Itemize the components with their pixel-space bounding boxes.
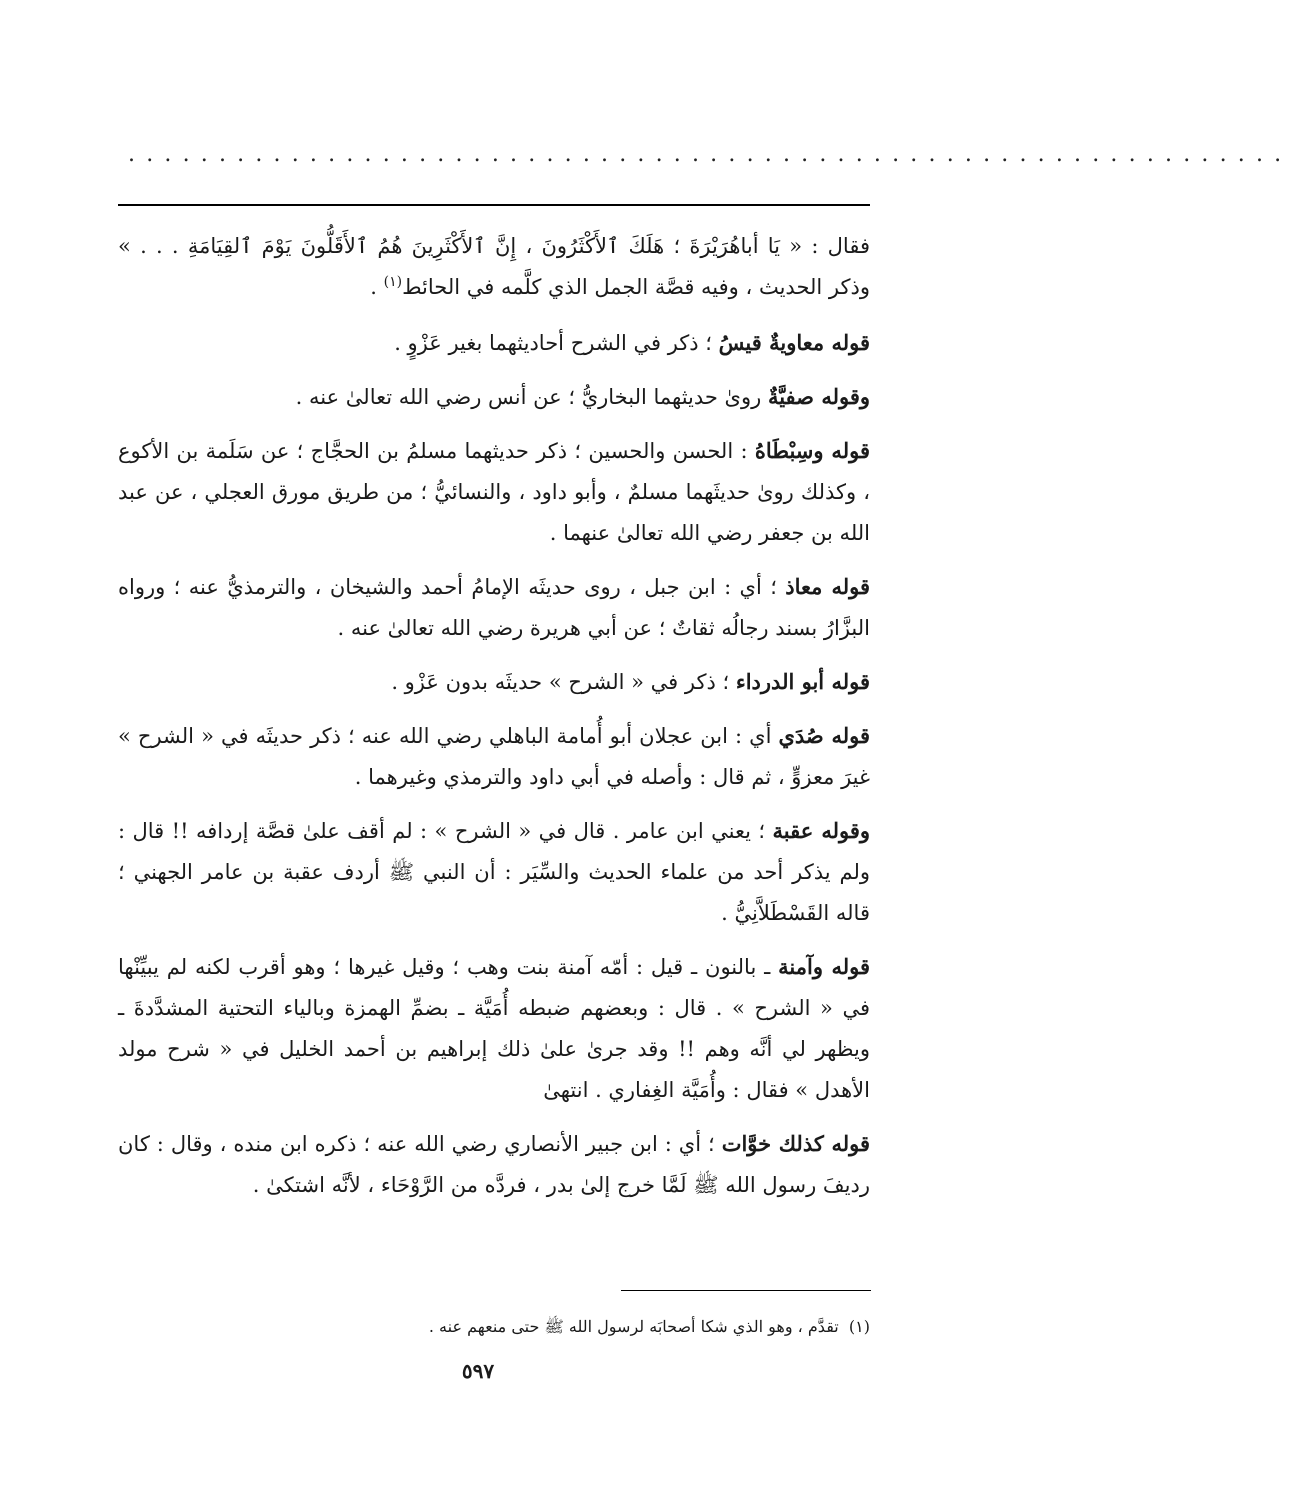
- paragraph-sibtah: [118, 430, 870, 554]
- paragraph-text: فقال : « يَا أباهُرَيْرَةَ ؛ هَلَكَ ٱلأَكْثَرُونَ ، إِنَّ ٱلأَكْثَرِينَ هُمُ ٱلأَقَلُّونَ يَوْمَ ٱلقِيَامَةِ . . . » وذكر الحديث ، وفيه قصَّة الجمل الذي كلَّمه في الحائط: [118, 234, 870, 299]
- lead-phrase: وقوله عقبة: [772, 818, 871, 843]
- lead-phrase: قوله معاذ: [785, 574, 870, 599]
- paragraph-safiyya: [118, 376, 870, 418]
- footnote: [118, 1313, 870, 1341]
- paragraph-text: أي : ابن عجلان أبو أُمامة الباهلي رضي الله عنه ؛ ذكر حديثَه في « الشرح » غيرَ معزوٍّ ، ثم قال : وأصله في أبي داود والترمذي وغيرهما .: [118, 724, 870, 789]
- lead-phrase: قوله وآمنة: [778, 954, 870, 979]
- paragraph-text: ؛ ذكر في الشرح أحاديثهما بغير عَزْوٍ .: [394, 331, 719, 355]
- footnote-rule: [621, 1290, 871, 1291]
- paragraph-text: : الحسن والحسين ؛ ذكر حديثهما مسلمُ بن الحجَّاج ؛ عن سَلَمة بن الأكوع ، وكذلك روىٰ حديثَهما مسلمٌ ، وأبو داود ، والنسائيُّ ؛ من طريق مورق العجلي ، عن عبد الله بن جعفر رضي الله تعالىٰ عنهما .: [118, 439, 870, 545]
- paragraph-abu-darda: [118, 661, 870, 703]
- footnote-text: تقدَّم ، وهو الذي شكا أصحابَه لرسول الله ﷺ حتى منعهم عنه .: [428, 1317, 839, 1336]
- paragraph-text: ؛ ذكر في « الشرح » حديثَه بدون عَزْو .: [391, 670, 736, 694]
- lead-phrase: قوله كذلك خوَّات: [721, 1131, 870, 1156]
- paragraph-tail: .: [370, 275, 384, 299]
- paragraph-muawiya-qays: [118, 322, 870, 364]
- paragraph-text: روىٰ حديثهما البخاريُّ ؛ عن أنس رضي الله تعالىٰ عنه .: [295, 385, 768, 409]
- paragraph-text: ؛ أي : ابن جبل ، روى حديثَه الإمامُ أحمد والشيخان ، والترمذيُّ عنه ؛ ورواه البزَّارُ بسند رجالُه ثقاتٌ ؛ عن أبي هريرة رضي الله تعالىٰ عنه .: [118, 575, 870, 640]
- paragraph-khawwat: [118, 1123, 870, 1206]
- lead-phrase: قوله أبو الدرداء: [735, 669, 870, 694]
- paragraph-uqba: [118, 810, 870, 934]
- paragraph-text: ـ بالنون ـ قيل : أمّه آمنة بنت وهب ؛ وقيل غيرها ؛ وهو أقرب لكنه لم يبيِّنْها في « الشرح » . قال : وبعضهم ضبطه أُمَيَّة ـ بضمِّ الهمزة وبالياء التحتية المشدَّدةَ ـ ويظهر لي أنَّه وهم !! وقد جرىٰ علىٰ ذلك إبراهيم بن أحمد الخليل في « شرح مولد الأهدل » فقال : وأُمَيَّة الغِفاري . انتهىٰ: [118, 955, 870, 1102]
- lead-phrase: قوله وسِبْطَاهُ: [754, 438, 870, 463]
- paragraph-amina: [118, 946, 870, 1111]
- paragraph-text: ؛ يعني ابن عامر . قال في « الشرح » : لم أقف علىٰ قصَّة إردافه !! قال : ولم يذكر أحد من علماء الحديث والسِّيَر : أن النبي ﷺ أردف عقبة بن عامر الجهني ؛ قاله القَسْطَلاَّنِيُّ .: [118, 819, 870, 925]
- lead-phrase: وقوله صفيَّةٌ: [767, 384, 870, 409]
- paragraph-suday: [118, 715, 870, 798]
- main-text: [118, 226, 870, 1218]
- paragraph-muadh: [118, 566, 870, 649]
- paragraph-continuation: [118, 226, 870, 308]
- footnote-marker: (١): [383, 274, 403, 290]
- lead-phrase: قوله صُدَي: [778, 723, 870, 748]
- footnote-number: (١): [848, 1317, 870, 1336]
- lead-phrase: قوله معاويةٌ قيسُ: [718, 330, 870, 355]
- header-rule: [118, 204, 870, 206]
- page-number: ٥٩٧: [461, 1359, 495, 1383]
- paragraph-text: ؛ أي : ابن جبير الأنصاري رضي الله عنه ؛ ذكره ابن منده ، وقال : كان رديفَ رسول الله ﷺ لَمَّا خرج إلىٰ بدر ، فردَّه من الرَّوْحَاء ، لأنَّه اشتكىٰ .: [118, 1132, 870, 1197]
- header-dot-leader: ................................................................: [128, 142, 1292, 167]
